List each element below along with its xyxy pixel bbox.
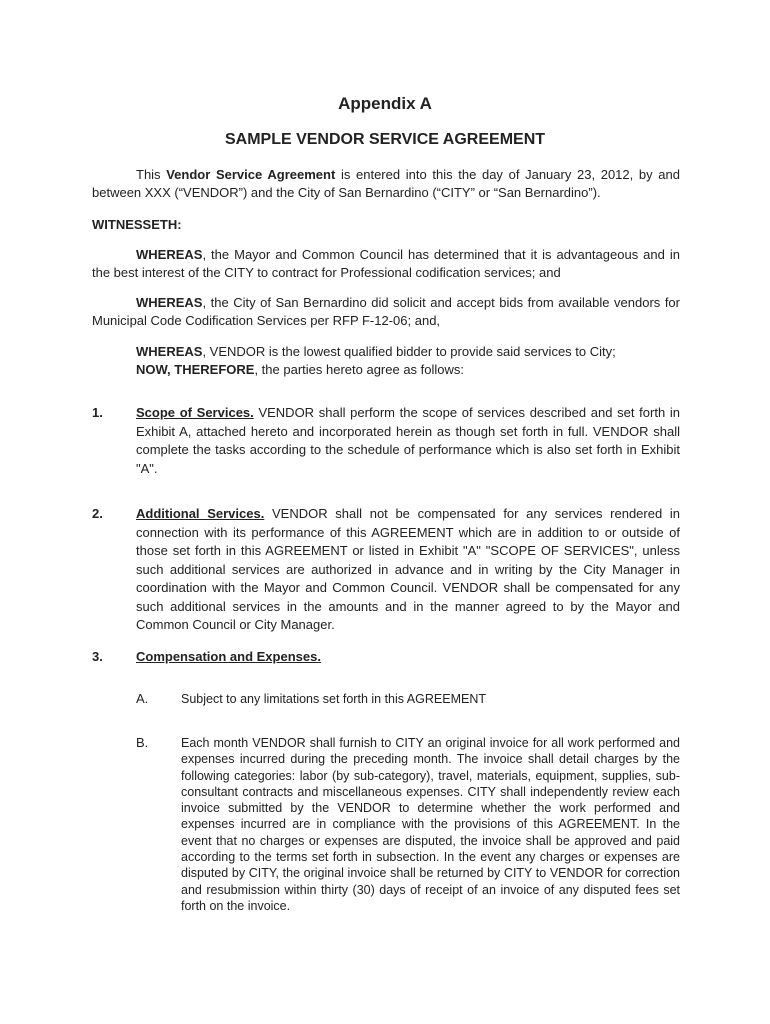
intro-pre: This <box>136 167 167 182</box>
section-compensation <box>136 648 680 667</box>
section-number: 3. <box>92 649 103 664</box>
whereas-paragraph-1 <box>92 246 680 282</box>
whereas-paragraph-2 <box>92 294 680 330</box>
whereas-text: , the Mayor and Common Council has determined that it is advantageous and in the best interest of the CITY to contract for Professional codification services; and <box>92 247 680 280</box>
section-heading: Scope of Services. <box>136 405 254 420</box>
subsection-b-text: Each month VENDOR shall furnish to CITY an original invoice for all work performed and expenses incurred during the preceding month. The invoice shall detail charges by the following categories: labor (by sub-category), travel, materials, equipment, supplies, sub-consultant contracts and miscellaneous expenses. CITY shall independently review each invoice submitted by the VENDOR to determine whether the work performed and expenses incurred are in compliance with the provisions of this AGREEMENT. In the event that no charges or expenses are disputed, the invoice shall be approved and paid according to the terms set forth in subsection. In the event any charges or expenses are disputed by CITY, the original invoice shall be returned by CITY to VENDOR for correction and resubmission within thirty (30) days of receipt of an invoice of any disputed fees set forth on the invoice. <box>181 736 680 913</box>
intro-post: is entered into this the day of January 23, 2012, by and between XXX (“VENDOR”) and the City of San Bernardino (“CITY” or “San Bernardino”). <box>92 167 680 200</box>
section-additional-services <box>136 505 680 635</box>
now-therefore-text: , the parties hereto agree as follows: <box>254 362 465 377</box>
intro-bold: Vendor Service Agreement <box>166 167 336 182</box>
whereas-text: , VENDOR is the lowest qualified bidder to provide said services to City; <box>202 344 616 359</box>
whereas-keyword: WHEREAS <box>136 247 203 262</box>
whereas-text: , the City of San Bernardino did solicit and accept bids from available vendors for Municipal Code Codification Services per RFP F-12-06; and, <box>92 295 680 328</box>
page-title: Appendix A <box>338 94 432 113</box>
subsection-a-text: Subject to any limitations set forth in this AGREEMENT <box>181 692 486 706</box>
subsection-letter: A. <box>136 691 149 706</box>
section-text: VENDOR shall not be compensated for any services rendered in connection with its performance of this AGREEMENT which are in addition to or outside of those set forth in this AGREEMENT or listed in Exhibit "A" "SCOPE OF SERVICES", unless such additional services are authorized in advance and in writing by the City Manager in coordination with the Mayor and Common Council. VENDOR shall be compensated for any such additional services in the amounts and in the manner agreed to by the Mayor and Common Council or City Manager. <box>136 506 680 632</box>
section-number: 1. <box>92 405 103 420</box>
now-therefore-paragraph <box>92 361 680 379</box>
whereas-paragraph-3 <box>92 343 680 361</box>
section-heading: Additional Services. <box>136 506 265 521</box>
subsection-letter: B. <box>136 735 149 750</box>
witnesseth-heading: WITNESSETH: <box>92 217 182 232</box>
section-heading: Compensation and Expenses. <box>136 649 321 664</box>
section-text: VENDOR shall perform the scope of services described and set forth in Exhibit A, attached hereto and incorporated herein as though set forth in full. VENDOR shall complete the tasks according to the schedule of performance which is also set forth in Exhibit "A". <box>136 405 680 476</box>
intro-paragraph <box>92 166 680 202</box>
section-number: 2. <box>92 506 103 521</box>
now-therefore-keyword: NOW, THEREFORE <box>136 362 255 377</box>
section-scope-of-services <box>136 404 680 478</box>
whereas-keyword: WHEREAS <box>136 295 203 310</box>
whereas-keyword: WHEREAS <box>136 344 203 359</box>
agreement-title: SAMPLE VENDOR SERVICE AGREEMENT <box>224 131 546 148</box>
